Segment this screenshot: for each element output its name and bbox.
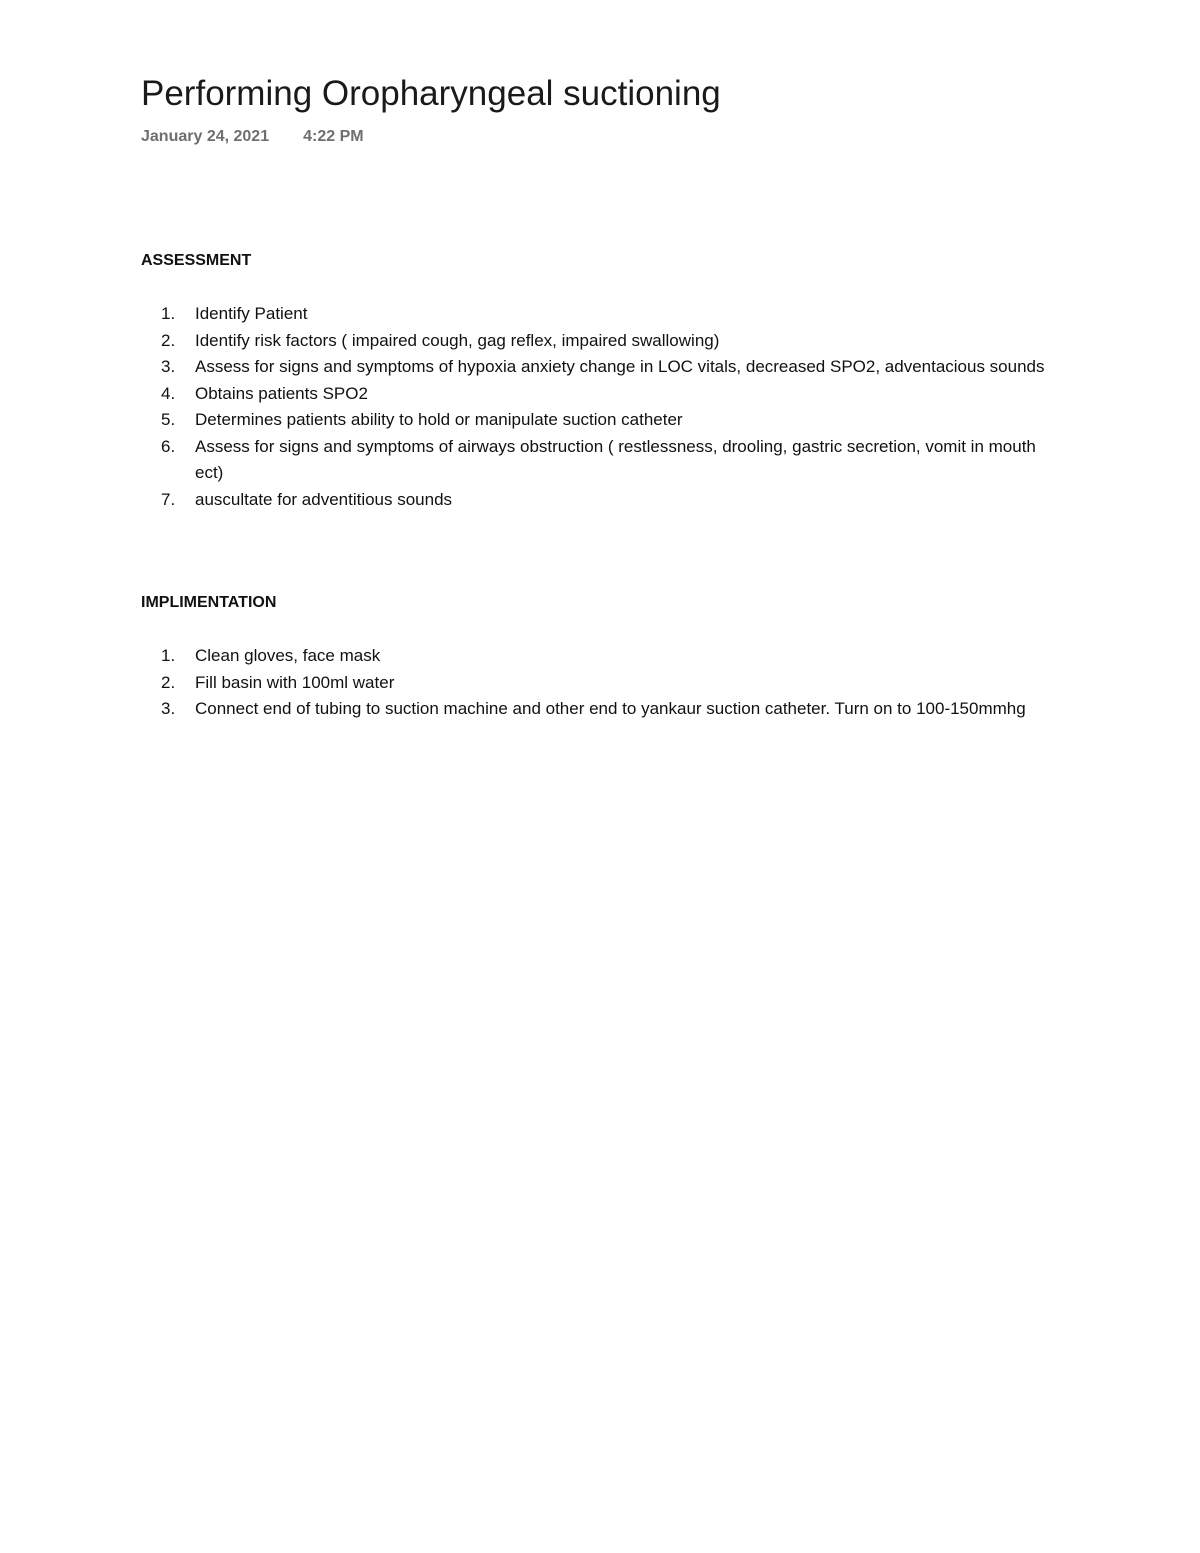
- assessment-list: [141, 301, 1061, 513]
- list-item: [141, 301, 1061, 328]
- implementation-heading: IMPLIMENTATION: [141, 594, 277, 611]
- list-item-text: Identify Patient: [195, 304, 308, 323]
- page-title: Performing Oropharyngeal suctioning: [141, 74, 721, 113]
- list-item-text: auscultate for adventitious sounds: [195, 489, 453, 509]
- list-item-number: 1.: [161, 304, 176, 323]
- list-item: [141, 643, 1061, 670]
- list-item-text: Fill basin with 100ml water: [195, 672, 395, 692]
- list-item: [141, 328, 1061, 355]
- list-item-text: Obtains patients SPO2: [195, 383, 368, 403]
- list-item-number: 3.: [161, 699, 176, 718]
- list-item: [141, 434, 1061, 487]
- list-item: [141, 381, 1061, 408]
- implementation-list: [141, 643, 1061, 723]
- list-item: [141, 670, 1061, 697]
- list-item: [141, 354, 1061, 381]
- list-item-text: Determines patients ability to hold or manipulate suction catheter: [195, 410, 683, 429]
- page-timestamp: [141, 128, 364, 146]
- page-date: January 24, 2021: [141, 128, 270, 145]
- list-item-number: 5.: [161, 410, 176, 429]
- list-item-number: 4.: [161, 383, 176, 403]
- list-item: [141, 487, 1061, 514]
- list-item: [141, 696, 1061, 723]
- list-item-number: 1.: [161, 646, 176, 665]
- list-item-text: Identify risk factors ( impaired cough, gag reflex, impaired swallowing): [195, 330, 720, 350]
- assessment-heading: ASSESSMENT: [141, 252, 252, 269]
- list-item-text: Assess for signs and symptoms of airways obstruction ( restlessness, drooling, gastric secretion, vomit in mouth ect): [195, 436, 1036, 482]
- list-item-text: Clean gloves, face mask: [195, 646, 381, 665]
- list-item-text: Assess for signs and symptoms of hypoxia anxiety change in LOC vitals, decreased SPO2, adventacious sounds: [195, 357, 1045, 376]
- list-item-number: 2.: [161, 330, 176, 350]
- list-item-number: 6.: [161, 436, 176, 456]
- list-item-number: 3.: [161, 357, 176, 376]
- list-item-number: 2.: [161, 672, 176, 692]
- list-item-number: 7.: [161, 489, 176, 509]
- list-item-text: Connect end of tubing to suction machine and other end to yankaur suction catheter. Turn on to 100-150mmhg: [195, 699, 1026, 718]
- list-item: [141, 407, 1061, 434]
- page-time: 4:22 PM: [303, 128, 364, 145]
